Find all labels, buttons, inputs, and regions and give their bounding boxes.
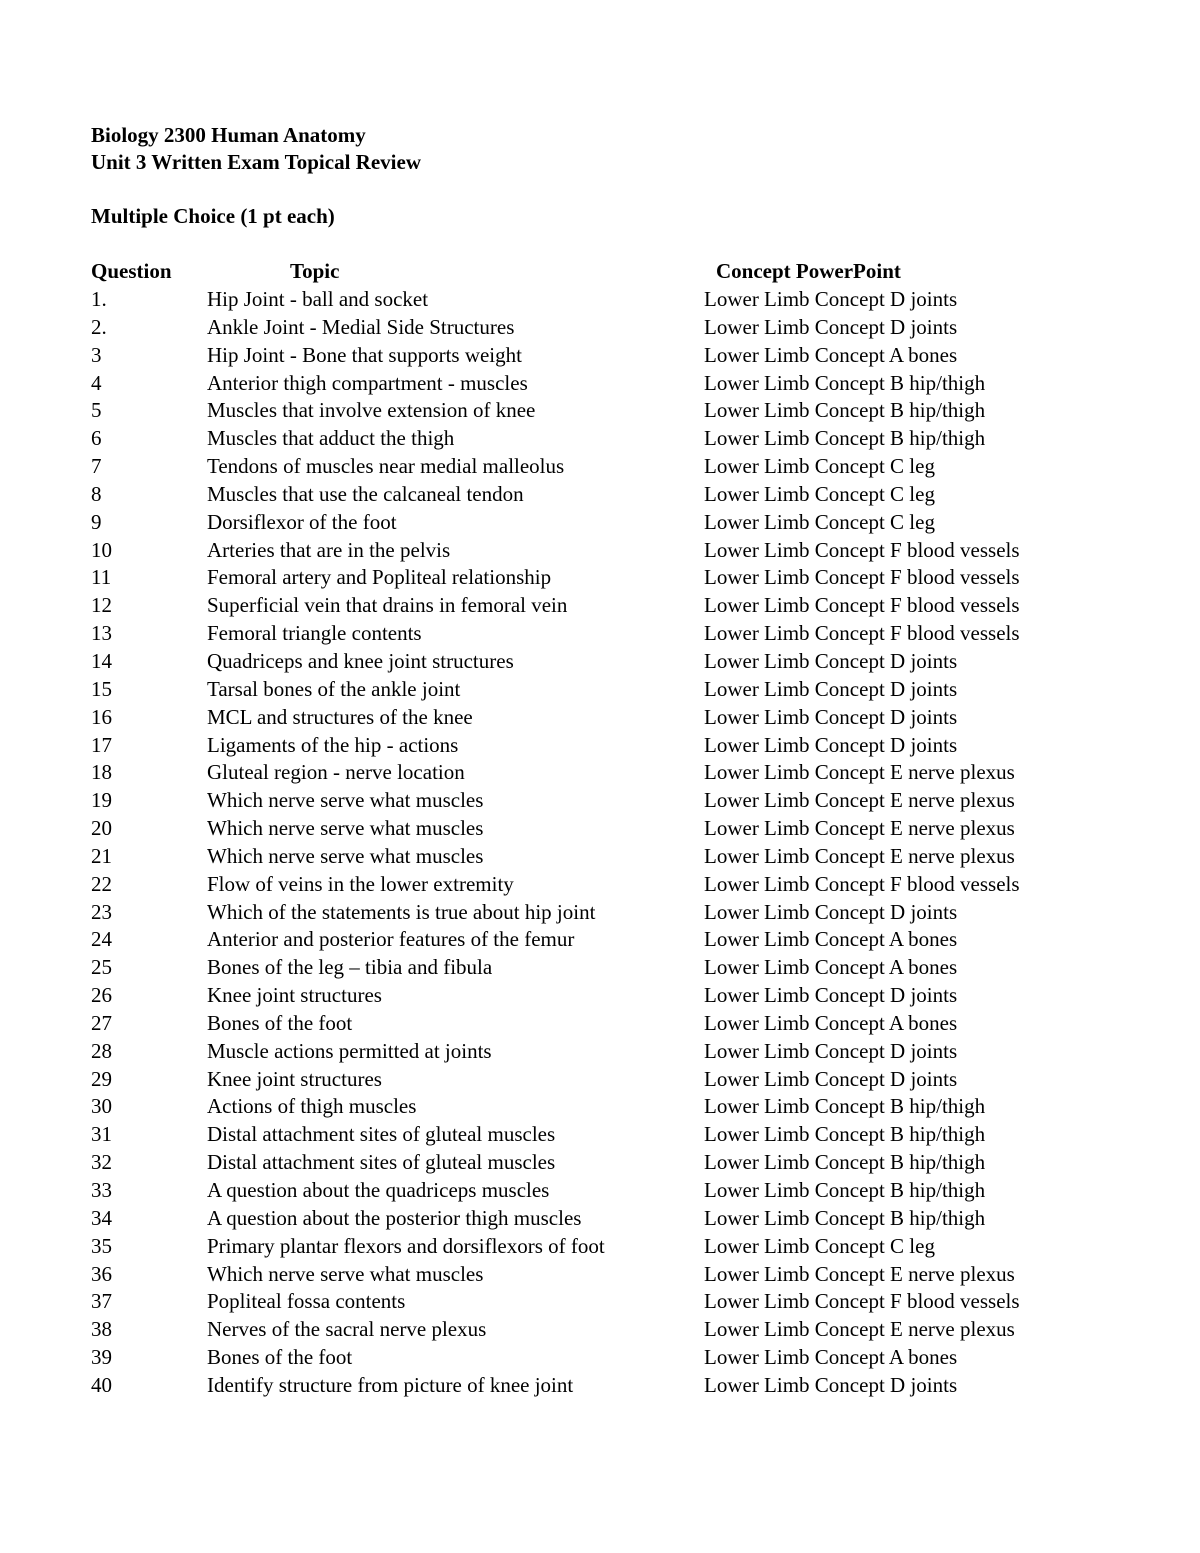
concept-powerpoint: Lower Limb Concept B hip/thigh [704, 1178, 986, 1202]
question-topic: Quadriceps and knee joint structures [207, 648, 514, 673]
question-number: 15 [91, 676, 112, 701]
question-topic: Actions of thigh muscles [207, 1094, 417, 1119]
question-number: 35 [91, 1233, 112, 1258]
table-row [0, 1177, 1200, 1205]
table-row [0, 564, 1200, 592]
concept-powerpoint: Lower Limb Concept D joints [704, 1066, 958, 1091]
question-topic: Anterior and posterior features of the femur [207, 927, 575, 952]
concept-powerpoint: Lower Limb Concept D joints [704, 1038, 958, 1063]
question-number: 10 [91, 537, 112, 562]
question-topic: A question about the posterior thigh muscles [207, 1205, 582, 1230]
concept-powerpoint: Lower Limb Concept B hip/thigh [704, 398, 986, 423]
question-topic: Muscles that involve extension of knee [207, 398, 536, 423]
concept-powerpoint: Lower Limb Concept E nerve plexus [704, 788, 1015, 813]
concept-powerpoint: Lower Limb Concept D joints [704, 704, 958, 729]
table-row [0, 592, 1200, 620]
question-number: 19 [91, 788, 112, 813]
table-row [0, 843, 1200, 871]
question-topic: Distal attachment sites of gluteal muscles [207, 1150, 556, 1175]
question-number: 31 [91, 1122, 112, 1147]
column-header-topic: Topic [290, 259, 340, 283]
table-row [0, 954, 1200, 982]
concept-powerpoint: Lower Limb Concept F blood vessels [704, 565, 1020, 590]
concept-powerpoint: Lower Limb Concept B hip/thigh [704, 1205, 986, 1230]
table-row [0, 732, 1200, 760]
question-topic: Ligaments of the hip - actions [207, 732, 459, 757]
table-row [0, 286, 1200, 314]
concept-powerpoint: Lower Limb Concept A bones [704, 927, 958, 952]
question-number: 12 [91, 593, 112, 618]
question-number: 17 [91, 732, 112, 757]
question-number: 11 [91, 565, 112, 590]
question-number: 34 [91, 1205, 112, 1230]
question-number: 38 [91, 1317, 112, 1342]
concept-powerpoint: Lower Limb Concept C leg [704, 1233, 935, 1258]
question-number: 20 [91, 816, 112, 841]
table-row [0, 871, 1200, 899]
concept-powerpoint: Lower Limb Concept A bones [704, 1345, 958, 1370]
concept-powerpoint: Lower Limb Concept D joints [704, 899, 958, 924]
table-row [0, 397, 1200, 425]
question-number: 26 [91, 983, 112, 1008]
table-row [0, 537, 1200, 565]
question-topic: Gluteal region - nerve location [207, 760, 465, 785]
question-topic: Popliteal fossa contents [207, 1289, 406, 1314]
question-topic: Tarsal bones of the ankle joint [207, 676, 461, 701]
question-topic: Knee joint structures [207, 983, 382, 1008]
concept-powerpoint: Lower Limb Concept F blood vessels [704, 1289, 1020, 1314]
concept-powerpoint: Lower Limb Concept E nerve plexus [704, 843, 1015, 868]
question-number: 36 [91, 1261, 112, 1286]
table-row [0, 1288, 1200, 1316]
column-header-concept: Concept PowerPoint [716, 259, 901, 283]
concept-powerpoint: Lower Limb Concept D joints [704, 983, 958, 1008]
concept-powerpoint: Lower Limb Concept F blood vessels [704, 621, 1020, 646]
concept-powerpoint: Lower Limb Concept D joints [704, 732, 958, 757]
question-number: 4 [91, 370, 102, 395]
table-row [0, 815, 1200, 843]
question-topic: Bones of the foot [207, 1345, 353, 1370]
concept-powerpoint: Lower Limb Concept D joints [704, 314, 958, 339]
concept-powerpoint: Lower Limb Concept F blood vessels [704, 871, 1020, 896]
concept-powerpoint: Lower Limb Concept A bones [704, 1010, 958, 1035]
table-row [0, 787, 1200, 815]
question-topic: Superficial vein that drains in femoral vein [207, 593, 568, 618]
question-number: 13 [91, 621, 112, 646]
question-number: 24 [91, 927, 112, 952]
table-row [0, 425, 1200, 453]
concept-powerpoint: Lower Limb Concept C leg [704, 481, 935, 506]
concept-powerpoint: Lower Limb Concept B hip/thigh [704, 1150, 986, 1175]
exam-title: Unit 3 Written Exam Topical Review [91, 150, 421, 174]
question-number: 30 [91, 1094, 112, 1119]
question-topic: Muscle actions permitted at joints [207, 1038, 492, 1063]
concept-powerpoint: Lower Limb Concept D joints [704, 287, 958, 311]
table-row [0, 704, 1200, 732]
question-number: 39 [91, 1345, 112, 1370]
question-topic: Which nerve serve what muscles [207, 843, 484, 868]
question-topic: Ankle Joint - Medial Side Structures [207, 314, 515, 339]
question-number: 29 [91, 1066, 112, 1091]
table-row [0, 1344, 1200, 1372]
question-topic: Which of the statements is true about hip joint [207, 899, 596, 924]
table-row [0, 509, 1200, 537]
question-number: 40 [91, 1372, 112, 1397]
question-number: 18 [91, 760, 112, 785]
concept-powerpoint: Lower Limb Concept E nerve plexus [704, 1261, 1015, 1286]
table-row [0, 899, 1200, 927]
question-number: 6 [91, 426, 102, 451]
question-number: 14 [91, 648, 112, 673]
question-topic: Hip Joint - ball and socket [207, 287, 429, 311]
question-topic: Distal attachment sites of gluteal muscles [207, 1122, 556, 1147]
concept-powerpoint: Lower Limb Concept E nerve plexus [704, 816, 1015, 841]
question-number: 9 [91, 509, 102, 534]
table-row [0, 1010, 1200, 1038]
question-number: 32 [91, 1150, 112, 1175]
column-header-question: Question [91, 259, 172, 283]
question-number: 27 [91, 1010, 112, 1035]
question-topic: Which nerve serve what muscles [207, 816, 484, 841]
concept-powerpoint: Lower Limb Concept C leg [704, 509, 935, 534]
table-row [0, 370, 1200, 398]
question-number: 8 [91, 481, 102, 506]
table-row [0, 1261, 1200, 1289]
question-number: 16 [91, 704, 112, 729]
concept-powerpoint: Lower Limb Concept B hip/thigh [704, 370, 986, 395]
question-topic: Dorsiflexor of the foot [207, 509, 397, 534]
question-topic: Knee joint structures [207, 1066, 382, 1091]
concept-powerpoint: Lower Limb Concept A bones [704, 342, 958, 367]
table-row [0, 1066, 1200, 1094]
question-number: 3 [91, 342, 102, 367]
question-number: 22 [91, 871, 112, 896]
question-topic: Nerves of the sacral nerve plexus [207, 1317, 487, 1342]
question-topic: Primary plantar flexors and dorsiflexors of foot [207, 1233, 605, 1258]
question-topic: MCL and structures of the knee [207, 704, 473, 729]
question-topic: Muscles that adduct the thigh [207, 426, 455, 451]
question-number: 1. [91, 287, 107, 311]
question-number: 21 [91, 843, 112, 868]
concept-powerpoint: Lower Limb Concept D joints [704, 1372, 958, 1397]
concept-powerpoint: Lower Limb Concept C leg [704, 454, 935, 479]
table-row [0, 676, 1200, 704]
table-row [0, 453, 1200, 481]
table-row [0, 759, 1200, 787]
table-row [0, 1372, 1200, 1400]
question-topic: Identify structure from picture of knee joint [207, 1372, 574, 1397]
question-topic: Muscles that use the calcaneal tendon [207, 481, 524, 506]
table-row [0, 982, 1200, 1010]
section-title: Multiple Choice (1 pt each) [91, 204, 335, 228]
question-topic: Tendons of muscles near medial malleolus [207, 454, 565, 479]
table-row [0, 1205, 1200, 1233]
question-topic: A question about the quadriceps muscles [207, 1178, 550, 1202]
question-topic: Bones of the leg – tibia and fibula [207, 955, 493, 980]
question-topic: Femoral triangle contents [207, 621, 422, 646]
table-row [0, 314, 1200, 342]
question-number: 7 [91, 454, 102, 479]
question-topic: Femoral artery and Popliteal relationship [207, 565, 552, 590]
question-number: 28 [91, 1038, 112, 1063]
table-row [0, 481, 1200, 509]
question-topic: Hip Joint - Bone that supports weight [207, 342, 522, 367]
concept-powerpoint: Lower Limb Concept E nerve plexus [704, 760, 1015, 785]
question-topic: Which nerve serve what muscles [207, 788, 484, 813]
table-row [0, 342, 1200, 370]
table-row [0, 648, 1200, 676]
question-number: 37 [91, 1289, 112, 1314]
table-row [0, 1093, 1200, 1121]
concept-powerpoint: Lower Limb Concept B hip/thigh [704, 426, 986, 451]
question-number: 5 [91, 398, 102, 423]
concept-powerpoint: Lower Limb Concept B hip/thigh [704, 1094, 986, 1119]
concept-powerpoint: Lower Limb Concept F blood vessels [704, 593, 1020, 618]
question-topic: Flow of veins in the lower extremity [207, 871, 514, 896]
concept-powerpoint: Lower Limb Concept E nerve plexus [704, 1317, 1015, 1342]
table-row [0, 620, 1200, 648]
question-number: 2. [91, 314, 107, 339]
question-number: 25 [91, 955, 112, 980]
concept-powerpoint: Lower Limb Concept A bones [704, 955, 958, 980]
concept-powerpoint: Lower Limb Concept F blood vessels [704, 537, 1020, 562]
table-row [0, 1233, 1200, 1261]
question-topic: Which nerve serve what muscles [207, 1261, 484, 1286]
question-number: 23 [91, 899, 112, 924]
table-row [0, 1121, 1200, 1149]
question-number: 33 [91, 1178, 112, 1202]
table-row [0, 1038, 1200, 1066]
table-row [0, 1316, 1200, 1344]
concept-powerpoint: Lower Limb Concept D joints [704, 676, 958, 701]
review-table [0, 286, 1200, 1400]
question-topic: Anterior thigh compartment - muscles [207, 370, 528, 395]
question-topic: Arteries that are in the pelvis [207, 537, 451, 562]
question-topic: Bones of the foot [207, 1010, 353, 1035]
table-row [0, 926, 1200, 954]
concept-powerpoint: Lower Limb Concept B hip/thigh [704, 1122, 986, 1147]
concept-powerpoint: Lower Limb Concept D joints [704, 648, 958, 673]
course-title: Biology 2300 Human Anatomy [91, 123, 366, 147]
table-row [0, 1149, 1200, 1177]
